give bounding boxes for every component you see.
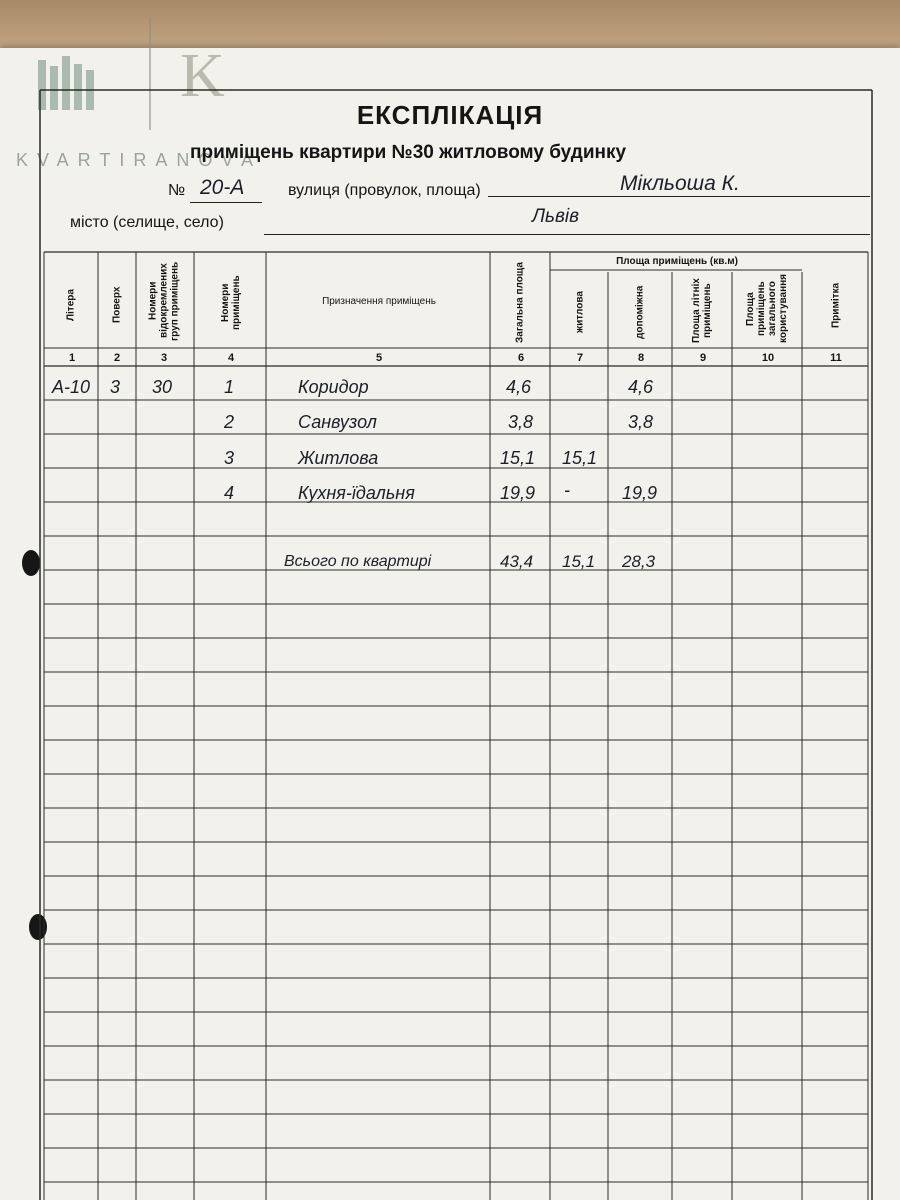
column-number: 6 [517, 352, 525, 364]
column-number: 5 [375, 352, 383, 364]
header-notes: Примітка [830, 282, 842, 328]
cell-total: 19,9 [500, 483, 536, 503]
cell-room-number: 3 [224, 448, 235, 468]
column-number: 3 [160, 352, 168, 364]
header-auxiliary: допоміжна [634, 285, 646, 339]
cell-group: 30 [152, 377, 173, 397]
cell-total: 15,1 [500, 448, 536, 468]
summary-auxiliary: 28,3 [622, 552, 656, 571]
header-living: житлова [574, 291, 586, 333]
cell-living: - [564, 480, 570, 500]
header-groups: Номери відокремлених груп приміщень [147, 261, 181, 341]
document-title: ЕКСПЛІКАЦІЯ [356, 100, 544, 130]
summary-living: 15,1 [562, 552, 596, 571]
cell-poverkh: 3 [110, 377, 121, 397]
header-total: Загальна площа [514, 262, 526, 344]
header-summer: Площа літніх приміщень [691, 278, 713, 344]
logo-wordmark: KVARTIRANOVA [16, 150, 263, 170]
column-number: 4 [227, 352, 235, 364]
city-value: Львів [532, 206, 580, 227]
summary-label: Всього по квартирі [284, 553, 432, 570]
city-label: місто (селище, село) [70, 214, 224, 231]
cell-auxiliary: 19,9 [622, 483, 658, 503]
cell-room-number: 4 [224, 483, 235, 503]
cell-litera: А-10 [52, 377, 91, 397]
column-number: 8 [637, 352, 645, 364]
street-label: вулиця (провулок, площа) [288, 182, 481, 199]
cell-room-number: 1 [224, 377, 235, 397]
cell-room-number: 2 [224, 412, 235, 432]
cell-auxiliary: 3,8 [628, 412, 654, 432]
cell-living: 15,1 [562, 448, 598, 468]
header-rooms: Номери приміщень [220, 275, 242, 331]
cell-total: 3,8 [508, 412, 534, 432]
cell-total: 4,6 [506, 377, 532, 397]
cell-purpose: Коридор [298, 377, 369, 397]
column-number: 9 [699, 352, 707, 364]
column-number: 7 [576, 352, 584, 364]
summary-total: 43,4 [500, 552, 534, 571]
column-number: 11 [830, 352, 842, 364]
document-subtitle: приміщень квартири №30 житловому будинку [190, 142, 627, 163]
header-area-group: Площа приміщень (кв.м) [616, 256, 738, 267]
cell-purpose: Кухня-їдальня [298, 483, 415, 503]
column-number: 2 [113, 352, 121, 364]
number-label: № [168, 182, 186, 199]
column-number: 10 [761, 352, 775, 364]
column-number: 1 [68, 352, 76, 364]
header-litera: Літера [65, 289, 77, 321]
cell-purpose: Санвузол [298, 412, 377, 432]
cell-purpose: Житлова [298, 448, 379, 468]
header-poverkh: Поверх [111, 286, 123, 324]
street-value: Мікльоша К. [620, 172, 740, 195]
house-number-value: 20-А [200, 176, 245, 199]
header-common: Площа приміщень загального користування [745, 274, 789, 344]
cell-auxiliary: 4,6 [628, 377, 654, 397]
header-purpose: Призначення приміщень [322, 296, 436, 307]
logo-letter: K [180, 42, 225, 110]
